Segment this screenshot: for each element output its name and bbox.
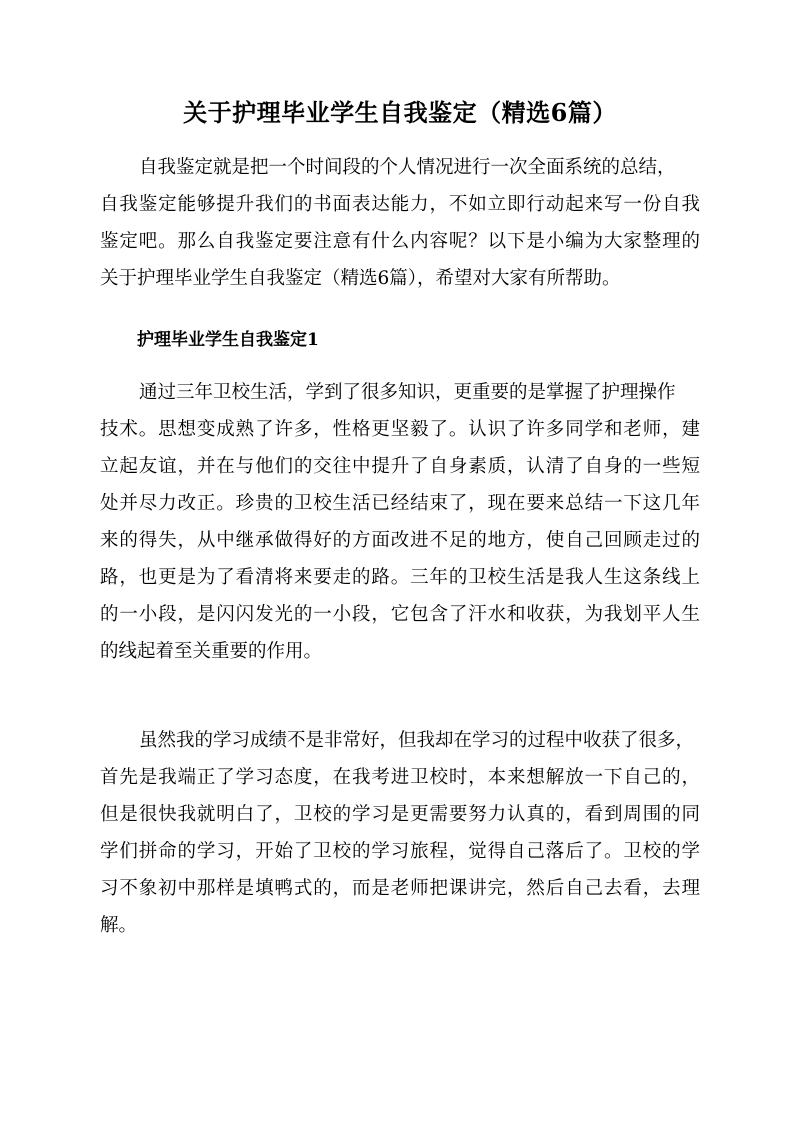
intro-paragraph	[100, 149, 700, 297]
para2-line-6: 解。	[100, 915, 138, 936]
para2-line-5: 习不象初中那样是填鸭式的，而是老师把课讲完，然后自己去看，去理	[100, 878, 700, 899]
para1-line-5: 来的得失，从中继承做得好的方面改进不足的地方，使自己回顾走过的	[100, 530, 700, 551]
intro-line-4: 关于护理毕业学生自我鉴定（精选6篇），希望对大家有所帮助。	[100, 268, 621, 289]
intro-line-1: 自我鉴定就是把一个时间段的个人情况进行一次全面系统的总结，	[139, 157, 676, 178]
para1-line-8: 的线起着至关重要的作用。	[100, 641, 323, 662]
intro-line-3: 鉴定吧。那么自我鉴定要注意有什么内容呢？以下是小编为大家整理的	[100, 231, 700, 252]
body-paragraph-2	[100, 722, 700, 944]
para2-line-4: 学们拼命的学习，开始了卫校的学习旅程，觉得自己落后了。卫校的学	[100, 841, 700, 862]
body-paragraph-1	[100, 374, 700, 670]
para2-line-1: 虽然我的学习成绩不是非常好，但我却在学习的过程中收获了很多，	[139, 730, 695, 751]
para1-line-3: 立起友谊，并在与他们的交往中提升了自身素质，认清了自身的一些短	[100, 456, 700, 477]
para1-line-4: 处并尽力改正。珍贵的卫校生活已经结束了，现在要来总结一下这几年	[100, 493, 700, 514]
para2-line-3: 但是很快我就明白了，卫校的学习是更需要努力认真的，看到周围的同	[100, 804, 700, 825]
para1-line-1: 通过三年卫校生活，学到了很多知识，更重要的是掌握了护理操作	[139, 382, 676, 403]
para1-line-2: 技术。思想变成熟了许多，性格更坚毅了。认识了许多同学和老师，建	[100, 419, 700, 440]
section-heading: 护理毕业学生自我鉴定1	[137, 330, 319, 350]
intro-line-2: 自我鉴定能够提升我们的书面表达能力，不如立即行动起来写一份自我	[100, 194, 700, 215]
para2-line-2: 首先是我端正了学习态度，在我考进卫校时，本来想解放一下自己的，	[100, 767, 700, 788]
para1-line-6: 路，也更是为了看清将来要走的路。三年的卫校生活是我人生这条线上	[100, 567, 700, 588]
document-title: 关于护理毕业学生自我鉴定（精选6篇）	[183, 98, 617, 127]
para1-line-7: 的一小段，是闪闪发光的一小段，它包含了汗水和收获，为我划平人生	[100, 604, 700, 625]
